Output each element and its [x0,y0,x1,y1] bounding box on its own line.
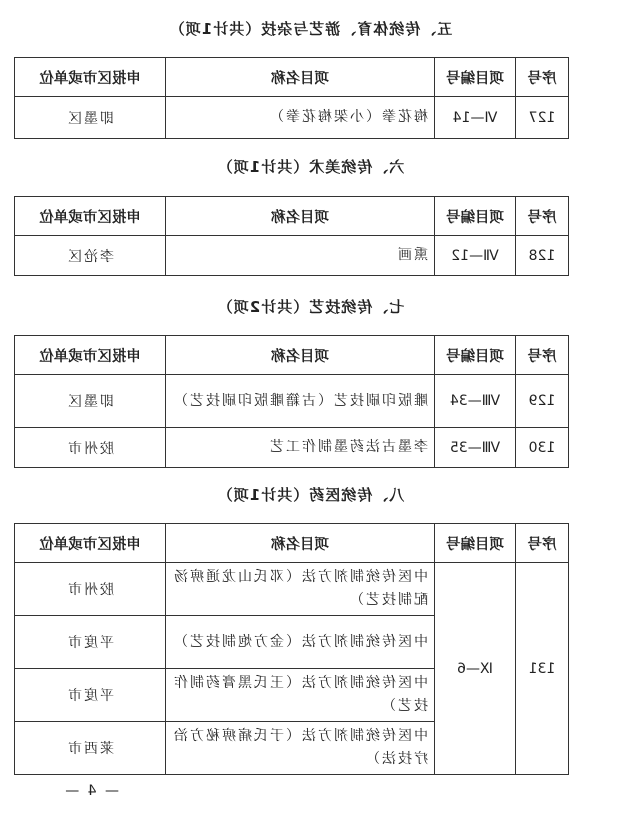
header-unit: 申报区市或单位 [15,336,166,375]
table-header-row [15,336,569,375]
cell-unit: 即墨区 [15,97,166,139]
table-header-row [15,524,569,563]
cell-unit: 即墨区 [15,375,166,428]
header-unit: 申报区市或单位 [15,58,166,97]
table-row [15,97,569,139]
table-header-row [15,58,569,97]
section-title-fine-arts: 六、传统美术（共计1项） [216,158,405,176]
table-row [15,563,569,616]
header-name: 项目名称 [166,197,435,236]
table-row [15,375,569,428]
header-name: 项目名称 [166,524,435,563]
header-seq: 序号 [516,524,569,563]
cell-code: Ⅵ—14 [435,97,516,139]
cell-seq: 131 [516,563,569,775]
cell-name: 梅花拳（小架梅花拳） [166,97,435,139]
cell-unit: 胶州市 [15,428,166,468]
table-row [15,428,569,468]
cell-name: 中医传统制剂方法（王氏黑膏药制作技艺） [166,669,435,722]
table-sports [14,57,569,139]
cell-seq: 127 [516,97,569,139]
header-code: 项目编号 [435,58,516,97]
header-seq: 序号 [516,336,569,375]
cell-name: 中医传统制剂方法（金方炮制技艺） [166,616,435,669]
table-medicine [14,523,569,775]
header-code: 项目编号 [435,197,516,236]
cell-code: Ⅷ—35 [435,428,516,468]
cell-unit: 平度市 [15,669,166,722]
cell-unit: 李沧区 [15,236,166,276]
table-crafts [14,335,569,468]
cell-code: Ⅷ—34 [435,375,516,428]
section-title-sports: 五、传统体育、游艺与杂技（共计1项） [168,20,453,38]
cell-unit: 平度市 [15,616,166,669]
cell-name: 李墨古法药墨制作工艺 [166,428,435,468]
header-seq: 序号 [516,197,569,236]
cell-seq: 130 [516,428,569,468]
header-unit: 申报区市或单位 [15,524,166,563]
cell-unit: 莱西市 [15,722,166,775]
table-fine-arts [14,196,569,276]
table-row [15,236,569,276]
header-seq: 序号 [516,58,569,97]
header-unit: 申报区市或单位 [15,197,166,236]
header-code: 项目编号 [435,336,516,375]
header-name: 项目名称 [166,58,435,97]
section-title-crafts: 七、传统技艺（共计2项） [216,298,405,316]
cell-code: Ⅸ—6 [435,563,516,775]
table-header-row [15,197,569,236]
header-name: 项目名称 [166,336,435,375]
cell-seq: 129 [516,375,569,428]
cell-unit: 胶州市 [15,563,166,616]
header-code: 项目编号 [435,524,516,563]
cell-seq: 128 [516,236,569,276]
section-title-medicine: 八、传统医药（共计1项） [216,486,405,504]
cell-name: 熏画 [166,236,435,276]
cell-name: 中医传统制剂方法（于氏痛痹秘方治疗技法） [166,722,435,775]
cell-name: 雕版印刷技艺（古籍雕版印刷技艺） [166,375,435,428]
cell-code: Ⅶ—12 [435,236,516,276]
page-number: — 4 — [63,783,119,799]
cell-name: 中医传统制剂方法（邓氏山龙通痹汤配制技艺） [166,563,435,616]
